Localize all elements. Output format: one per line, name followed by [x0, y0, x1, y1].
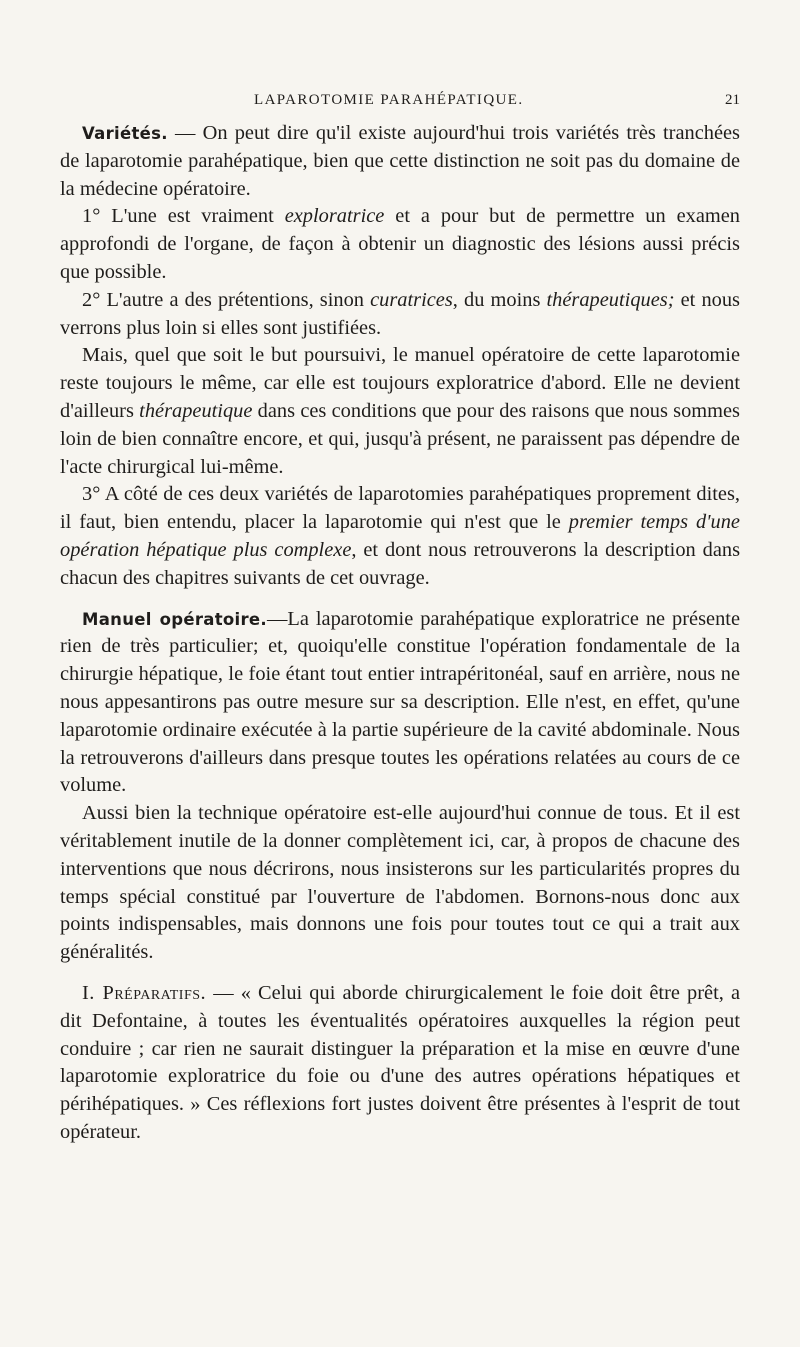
- item2-emphasis-1: curatrices: [370, 288, 453, 311]
- item3-text-end: , et dont nous retrouverons la description dans chacun des chapitres suivants de cet ouvrage.: [60, 538, 740, 589]
- section-heading-varietes: Variétés.: [82, 124, 168, 143]
- paragraph-item-2: [60, 287, 740, 343]
- item1-text-start: 1° L'une est vraiment: [82, 205, 285, 228]
- paragraph-item-1: [60, 203, 740, 286]
- paragraph-item-3: [60, 481, 740, 592]
- paragraph-aussi: [60, 800, 740, 967]
- section-heading-manuel: Manuel opératoire.: [82, 609, 267, 629]
- paragraph-preparatifs: [60, 980, 740, 1147]
- item2-emphasis-2: thérapeutiques;: [546, 288, 675, 311]
- item2-text-start: 2° L'autre a des prétentions, sinon: [82, 288, 371, 311]
- item2-text-end: et nous verrons plus loin si elles sont justifiées.: [60, 288, 740, 339]
- running-title: LAPAROTOMIE PARAHÉPATIQUE.: [254, 92, 524, 108]
- paragraph-manuel: [60, 606, 740, 801]
- mais-text-end: dans ces conditions que pour des raisons que nous sommes loin de bien connaître encore, et qui, jusqu'à présent, ne paraissent pas dépendre de l'acte chirurgical lui-même.: [60, 399, 740, 478]
- body-text: [60, 120, 740, 1147]
- item2-text-mid: , du moins: [452, 288, 547, 311]
- item3-emphasis: premier temps d'une opération hépatique plus complexe: [60, 511, 740, 561]
- mais-emphasis: thérapeutique: [139, 399, 253, 422]
- aussi-text: Aussi bien la technique opératoire est-elle aujourd'hui connue de tous. Et il est véritablement inutile de la donner complètement ici, car, à propos de chacune des interventions que nous décrirons, nous insisterons sur les particularités propres du temps spécial constitué par l'ouverture de l'abdomen. Bornons-nous donc aux points indispensables, mais donnons une fois pour toutes tout ce qui a trait aux généralités.: [60, 802, 740, 964]
- preparatifs-text: — « Celui qui aborde chirurgicalement le foie doit être prêt, a dit Defontaine, à toutes les éventualités opératoires auxquelles la région peut conduire ; car rien ne saurait distinguer la préparation et la mise en œuvre d'une laparotomie exploratrice du foie ou d'une des autres opérations hépatiques et périhépatiques. » Ces réflexions fort justes doivent être présentes à l'esprit de tout opérateur.: [60, 981, 741, 1143]
- paragraph-varietes: [60, 120, 740, 203]
- page-header: [60, 92, 740, 116]
- manuel-text: —La laparotomie parahépatique exploratrice ne présente rien de très particulier; et, quoiqu'elle constitue l'opération fondamentale de la chirurgie hépatique, le foie étant tout entier intrapéritonéal, sauf en arrière, nous ne nous appesantirons pas outre mesure sur sa description. Elle n'est, en effet, qu'une laparotomie ordinaire exécutée à la partie supérieure de la cavité abdominale. Nous la retrouverons d'ailleurs dans presque toutes les opérations relatées au cours de ce volume.: [60, 607, 740, 797]
- mais-text-start: Mais, quel que soit le but poursuivi, le manuel opératoire de cette laparotomie reste toujours le même, car elle est toujours exploratrice d'abord. Elle ne devient d'ailleurs: [60, 344, 740, 422]
- item1-emphasis: exploratrice: [284, 205, 385, 228]
- item1-text-end: et a pour but de permettre un examen approfondi de l'organe, de façon à obtenir un diagnostic des lésions aussi précis que possible.: [60, 205, 741, 283]
- paragraph-mais: [60, 342, 740, 481]
- item3-text-start: 3° A côté de ces deux variétés de laparotomies parahépatiques proprement dites, il faut, bien entendu, placer la laparotomie qui n'est que le: [60, 483, 740, 534]
- subsection-label-preparatifs: I. Préparatifs.: [82, 981, 207, 1004]
- varietes-text: — On peut dire qu'il existe aujourd'hui trois variétés très tranchées de laparotomie parahépatique, bien que cette distinction ne soit pas du domaine de la médecine opératoire.: [60, 122, 740, 200]
- page-number: 21: [725, 92, 740, 108]
